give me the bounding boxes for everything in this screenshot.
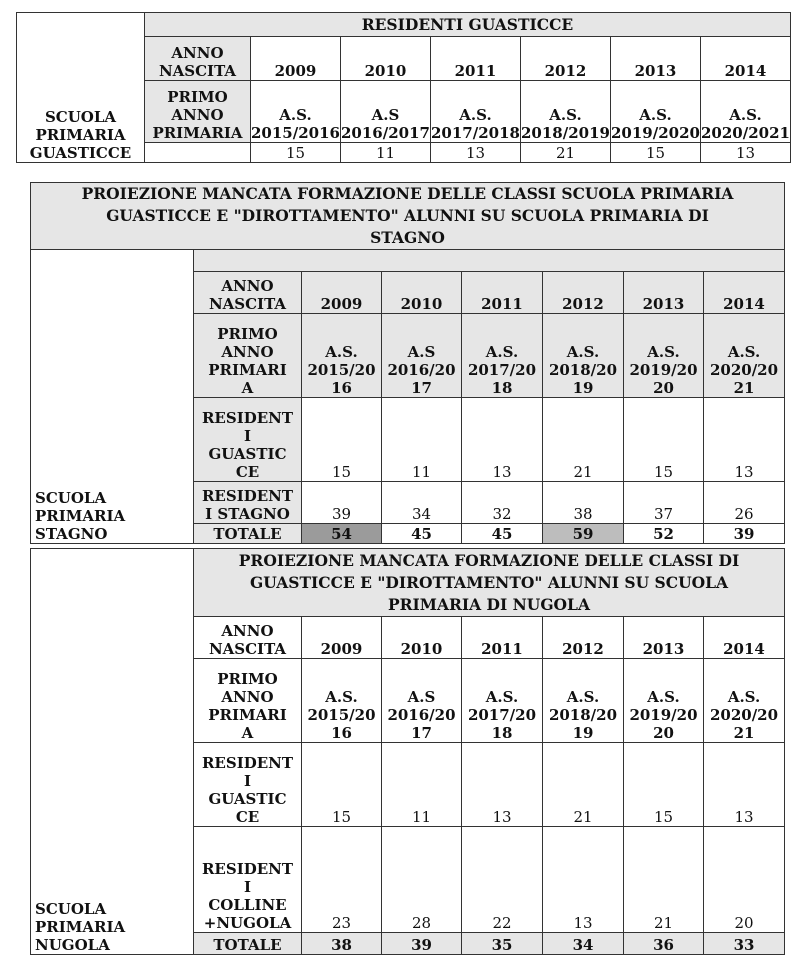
empty-cell (145, 143, 251, 163)
total-cell: 38 (302, 933, 382, 955)
residenti-colline-nugola-label: RESIDENT I COLLINE +NUGOLA (194, 827, 302, 933)
value-cell: 11 (382, 743, 462, 827)
value-cell: 21 (543, 398, 624, 482)
value-cell: 21 (543, 743, 624, 827)
as-cell: A.S. 2020/20 21 (704, 314, 785, 398)
as-cell: A.S. 2017/2018 (431, 81, 521, 143)
value-cell: 23 (302, 827, 382, 933)
year-cell: 2011 (462, 617, 543, 659)
year-cell: 2010 (382, 617, 462, 659)
table-proiezione-stagno (30, 182, 785, 544)
value-cell: 13 (431, 143, 521, 163)
total-cell: 45 (382, 524, 462, 544)
as-cell: A.S 2016/20 17 (382, 314, 462, 398)
empty-cell (31, 250, 194, 272)
anno-nascita-label: ANNO NASCITA (145, 37, 251, 81)
as-cell: A.S. 2015/20 16 (302, 659, 382, 743)
value-cell: 11 (341, 143, 431, 163)
table-residenti-guasticce (16, 12, 791, 163)
total-cell: 54 (302, 524, 382, 544)
as-cell: A.S. 2017/20 18 (462, 314, 543, 398)
value-cell: 15 (302, 398, 382, 482)
as-cell: A.S. 2020/20 21 (704, 659, 785, 743)
residenti-stagno-label: RESIDENT I STAGNO (194, 482, 302, 524)
year-cell: 2013 (624, 272, 704, 314)
as-cell: A.S. 2017/20 18 (462, 659, 543, 743)
school-label: SCUOLA PRIMARIA STAGNO (31, 272, 194, 544)
value-cell: 15 (624, 398, 704, 482)
anno-nascita-label: ANNO NASCITA (194, 617, 302, 659)
table-proiezione-nugola (30, 548, 785, 955)
year-cell: 2011 (431, 37, 521, 81)
primo-anno-label: PRIMO ANNO PRIMARI A (194, 659, 302, 743)
year-cell: 2012 (543, 617, 624, 659)
value-cell: 28 (382, 827, 462, 933)
as-cell: A.S. 2018/20 19 (543, 659, 624, 743)
anno-nascita-label: ANNO NASCITA (194, 272, 302, 314)
value-cell: 15 (302, 743, 382, 827)
as-cell: A.S. 2019/2020 (611, 81, 701, 143)
totale-label: TOTALE (194, 524, 302, 544)
year-cell: 2013 (624, 617, 704, 659)
value-cell: 20 (704, 827, 785, 933)
total-cell: 45 (462, 524, 543, 544)
value-cell: 15 (611, 143, 701, 163)
as-cell: A.S. 2018/2019 (521, 81, 611, 143)
value-cell: 21 (521, 143, 611, 163)
school-label: SCUOLA PRIMARIA GUASTICCE (17, 13, 145, 163)
value-cell: 21 (624, 827, 704, 933)
table-title: PROIEZIONE MANCATA FORMAZIONE DELLE CLASSI DI GUASTICCE E "DIROTTAMENTO" ALUNNI SU SCUOLA PRIMARIA DI NUGOLA (194, 549, 785, 617)
total-cell: 34 (543, 933, 624, 955)
as-cell: A.S. 2018/20 19 (543, 314, 624, 398)
total-cell: 39 (704, 524, 785, 544)
year-cell: 2014 (704, 617, 785, 659)
school-label: SCUOLA PRIMARIA NUGOLA (31, 549, 194, 955)
value-cell: 13 (701, 143, 791, 163)
year-cell: 2013 (611, 37, 701, 81)
year-cell: 2009 (251, 37, 341, 81)
table-title: RESIDENTI GUASTICCE (145, 13, 791, 37)
value-cell: 13 (462, 398, 543, 482)
total-cell: 59 (543, 524, 624, 544)
value-cell: 34 (382, 482, 462, 524)
as-cell: A.S 2016/20 17 (382, 659, 462, 743)
year-cell: 2012 (543, 272, 624, 314)
value-cell: 37 (624, 482, 704, 524)
as-cell: A.S. 2019/20 20 (624, 314, 704, 398)
value-cell: 11 (382, 398, 462, 482)
totale-label: TOTALE (194, 933, 302, 955)
table-title: PROIEZIONE MANCATA FORMAZIONE DELLE CLASSI SCUOLA PRIMARIA GUASTICCE E "DIROTTAMENTO" ALUNNI SU SCUOLA PRIMARIA DI STAGNO (31, 183, 785, 250)
year-cell: 2012 (521, 37, 611, 81)
value-cell: 13 (704, 743, 785, 827)
total-cell: 35 (462, 933, 543, 955)
value-cell: 39 (302, 482, 382, 524)
gray-spacer (194, 250, 785, 272)
as-cell: A.S. 2015/20 16 (302, 314, 382, 398)
value-cell: 13 (704, 398, 785, 482)
as-cell: A.S. 2015/2016 (251, 81, 341, 143)
value-cell: 32 (462, 482, 543, 524)
value-cell: 13 (543, 827, 624, 933)
year-cell: 2009 (302, 272, 382, 314)
primo-anno-label: PRIMO ANNO PRIMARI A (194, 314, 302, 398)
value-cell: 22 (462, 827, 543, 933)
value-cell: 26 (704, 482, 785, 524)
total-cell: 52 (624, 524, 704, 544)
as-cell: A.S. 2019/20 20 (624, 659, 704, 743)
value-cell: 13 (462, 743, 543, 827)
as-cell: A.S. 2020/2021 (701, 81, 791, 143)
year-cell: 2014 (701, 37, 791, 81)
value-cell: 38 (543, 482, 624, 524)
residenti-guasticce-label: RESIDENT I GUASTIC CE (194, 398, 302, 482)
year-cell: 2009 (302, 617, 382, 659)
primo-anno-label: PRIMO ANNO PRIMARIA (145, 81, 251, 143)
as-cell: A.S 2016/2017 (341, 81, 431, 143)
total-cell: 39 (382, 933, 462, 955)
year-cell: 2014 (704, 272, 785, 314)
year-cell: 2010 (341, 37, 431, 81)
residenti-guasticce-label: RESIDENT I GUASTIC CE (194, 743, 302, 827)
year-cell: 2011 (462, 272, 543, 314)
total-cell: 36 (624, 933, 704, 955)
year-cell: 2010 (382, 272, 462, 314)
total-cell: 33 (704, 933, 785, 955)
value-cell: 15 (251, 143, 341, 163)
value-cell: 15 (624, 743, 704, 827)
